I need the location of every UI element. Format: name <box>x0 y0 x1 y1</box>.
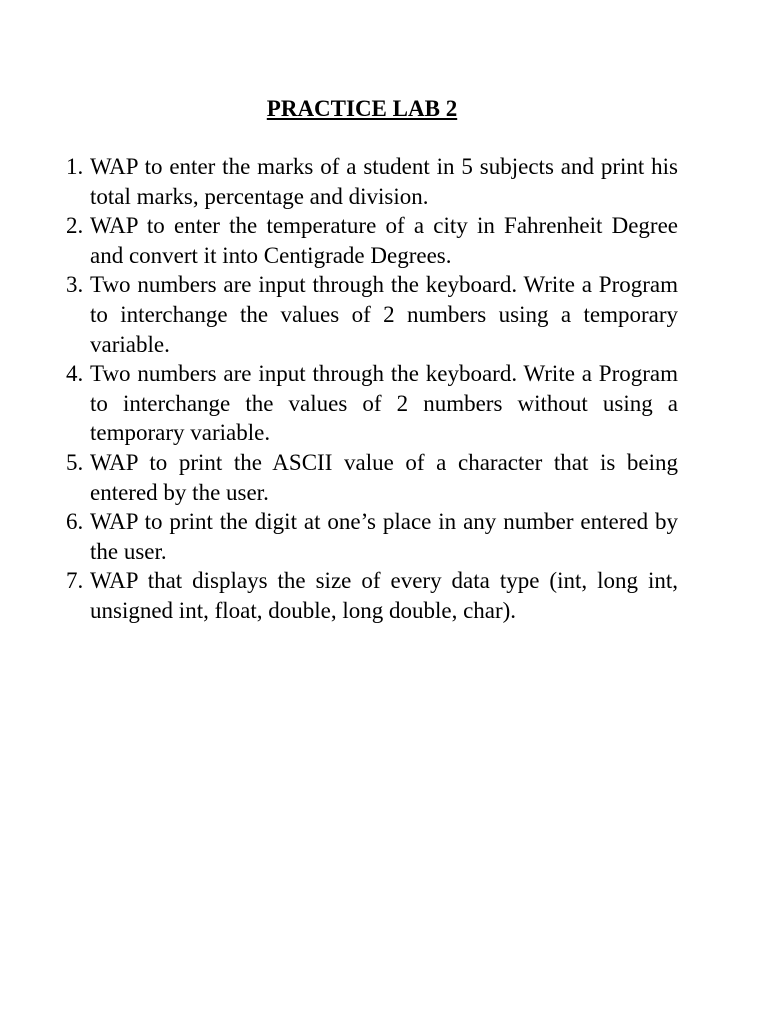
exercise-list <box>66 152 678 626</box>
item-text: WAP to print the digit at one’s place in any number entered by the user. <box>90 509 678 564</box>
list-item <box>66 448 678 507</box>
list-item <box>66 507 678 566</box>
item-text: WAP to print the ASCII value of a character that is being entered by the user. <box>90 449 678 505</box>
list-item <box>66 270 678 359</box>
item-text: WAP to enter the temperature of a city in Fahrenheit Degree and convert it into Centigrade Degrees. <box>90 213 678 268</box>
item-text: WAP that displays the size of every data type (int, long int, unsigned int, float, double, long double, char). <box>90 568 678 623</box>
item-number: 1. <box>66 154 84 179</box>
item-number: 6. <box>66 509 84 535</box>
item-text: WAP to enter the marks of a student in 5 subjects and print his total marks, percentage and division. <box>90 154 678 209</box>
item-text: Two numbers are input through the keyboard. Write a Program to interchange the values of 2 numbers using a temporary variable. <box>90 272 678 357</box>
item-number: 2. <box>66 213 84 239</box>
page-title: PRACTICE LAB 2 <box>266 96 458 121</box>
item-number: 3. <box>66 272 84 298</box>
list-item <box>66 152 678 211</box>
item-number: 7. <box>66 568 84 594</box>
list-item <box>66 566 678 625</box>
list-item <box>66 359 678 448</box>
list-item <box>66 211 678 270</box>
item-text: Two numbers are input through the keyboard. Write a Program to interchange the values of 2 numbers without using a temporary variable. <box>90 361 678 446</box>
item-number: 4. <box>66 361 84 387</box>
item-number: 5. <box>66 449 84 475</box>
